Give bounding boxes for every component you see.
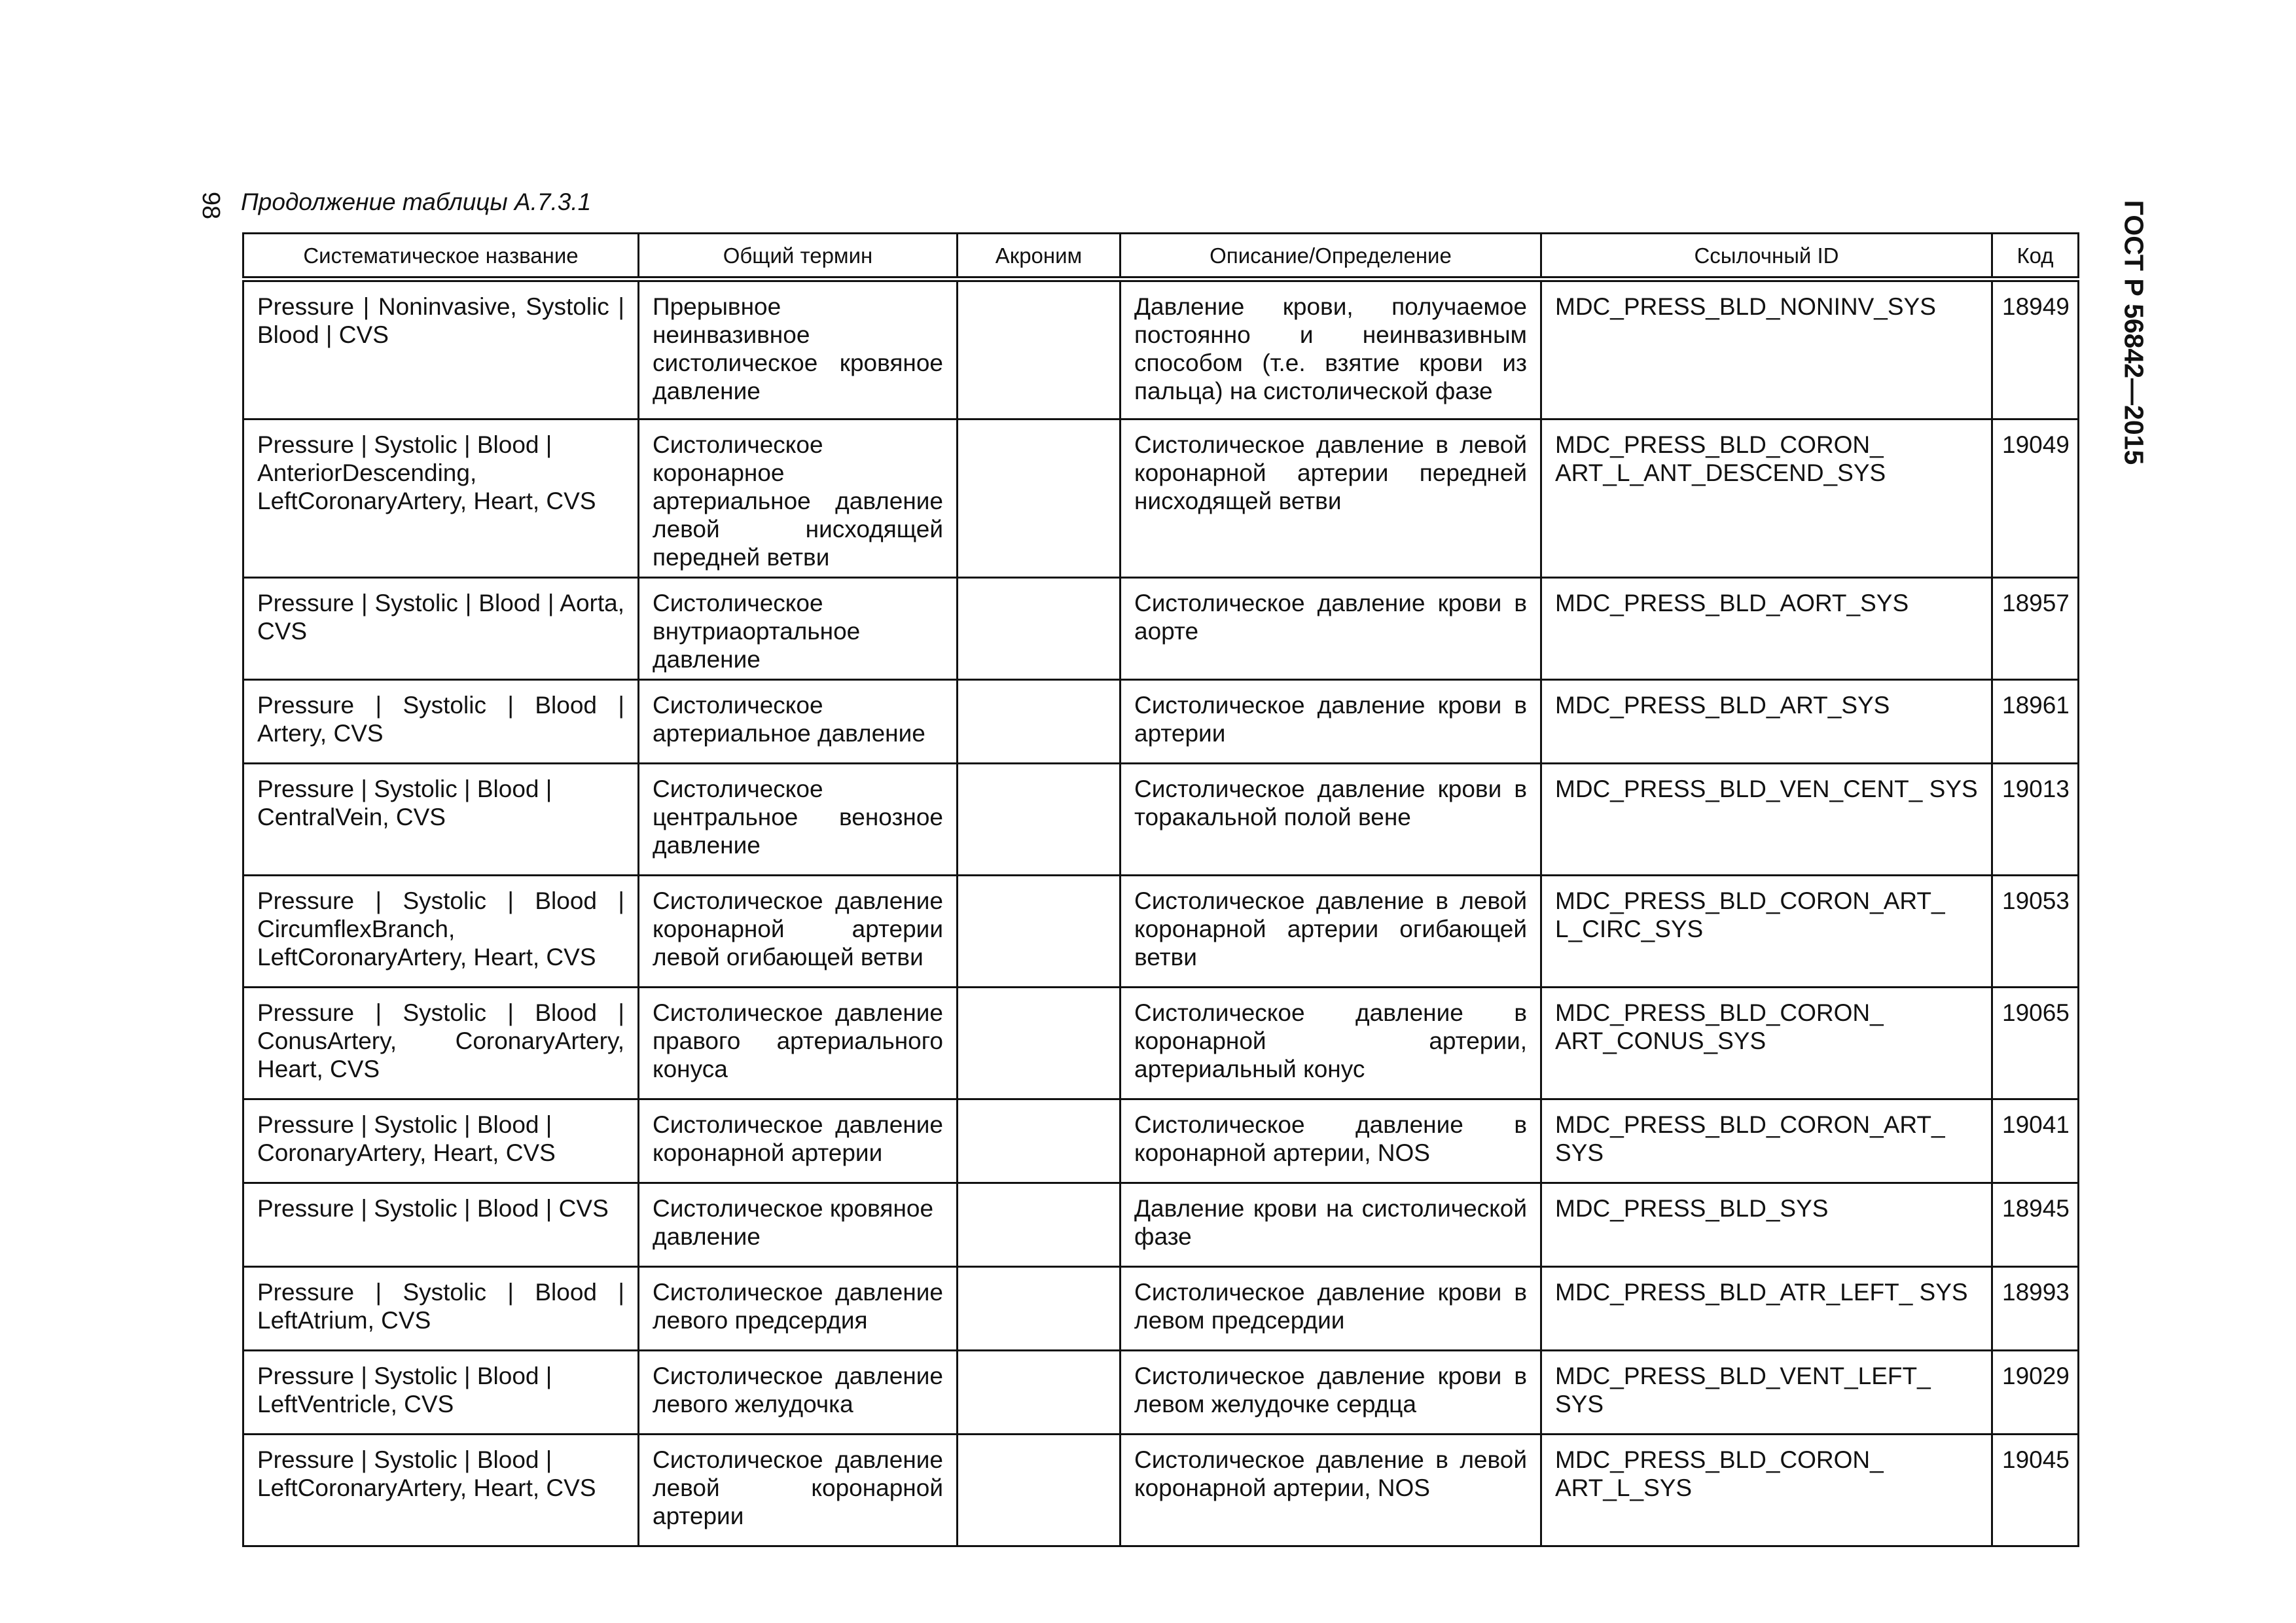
cell-acronym <box>958 279 1121 419</box>
table-caption: Продолжение таблицы А.7.3.1 <box>241 188 592 215</box>
cell-reference-id: MDC_PRESS_BLD_NONINV_SYS <box>1541 279 1992 419</box>
cell-code: 18949 <box>1992 279 2079 419</box>
table-row <box>243 1435 2079 1546</box>
cell-common-term: Систолическое кровяное давление <box>639 1183 958 1267</box>
cell-common-term: Систолическое коронарное артериальное давление левой нисходящей передней ветви <box>639 419 958 578</box>
document-code: ГОСТ Р 56842—2015 <box>2119 200 2149 465</box>
header-common-term: Общий термин <box>639 234 958 279</box>
cell-systematic-name: Pressure | Systolic | Blood | LeftAtrium, CVS <box>243 1267 639 1351</box>
cell-code: 18993 <box>1992 1267 2079 1351</box>
page-number: 98 <box>197 191 224 220</box>
cell-acronym <box>958 1435 1121 1546</box>
cell-description: Систолическое давление крови в торакальной полой вене <box>1121 764 1541 876</box>
cell-code: 18945 <box>1992 1183 2079 1267</box>
cell-acronym <box>958 1351 1121 1435</box>
cell-reference-id: MDC_PRESS_BLD_ART_SYS <box>1541 680 1992 764</box>
cell-reference-id: MDC_PRESS_BLD_CORON_ ART_CONUS_SYS <box>1541 988 1992 1099</box>
cell-code: 19049 <box>1992 419 2079 578</box>
cell-common-term: Систолическое давление коронарной артерии левой огибающей ветви <box>639 876 958 988</box>
cell-systematic-name: Pressure | Systolic | Blood | ConusArtery, CoronaryArtery, Heart, CVS <box>243 988 639 1099</box>
cell-acronym <box>958 578 1121 680</box>
cell-common-term: Систолическое давление левой коронарной артерии <box>639 1435 958 1546</box>
table-row <box>243 578 2079 680</box>
cell-systematic-name: Pressure | Systolic | Blood | Artery, CVS <box>243 680 639 764</box>
cell-common-term: Систолическое давление коронарной артерии <box>639 1099 958 1183</box>
cell-reference-id: MDC_PRESS_BLD_CORON_ ART_L_ANT_DESCEND_SYS <box>1541 419 1992 578</box>
cell-code: 18961 <box>1992 680 2079 764</box>
table-row <box>243 279 2079 419</box>
cell-common-term: Систолическое давление правого артериального конуса <box>639 988 958 1099</box>
data-table <box>242 232 2079 1547</box>
cell-description: Давление крови на систолической фазе <box>1121 1183 1541 1267</box>
cell-reference-id: MDC_PRESS_BLD_AORT_SYS <box>1541 578 1992 680</box>
cell-systematic-name: Pressure | Systolic | Blood | CentralVein, CVS <box>243 764 639 876</box>
cell-reference-id: MDC_PRESS_BLD_CORON_ART_ L_CIRC_SYS <box>1541 876 1992 988</box>
cell-code: 19041 <box>1992 1099 2079 1183</box>
cell-description: Систолическое давление крови в аорте <box>1121 578 1541 680</box>
header-code: Код <box>1992 234 2079 279</box>
cell-reference-id: MDC_PRESS_BLD_SYS <box>1541 1183 1992 1267</box>
header-systematic-name: Систематическое название <box>243 234 639 279</box>
cell-acronym <box>958 680 1121 764</box>
table-row <box>243 1099 2079 1183</box>
cell-common-term: Систолическое давление левого желудочка <box>639 1351 958 1435</box>
cell-systematic-name: Pressure | Systolic | Blood | AnteriorDescending, LeftCoronaryArtery, Heart, CVS <box>243 419 639 578</box>
cell-reference-id: MDC_PRESS_BLD_CORON_ART_ SYS <box>1541 1099 1992 1183</box>
cell-code: 19013 <box>1992 764 2079 876</box>
cell-description: Систолическое давление в левой коронарной артерии огибающей ветви <box>1121 876 1541 988</box>
header-acronym: Акроним <box>958 234 1121 279</box>
cell-acronym <box>958 1099 1121 1183</box>
cell-code: 19065 <box>1992 988 2079 1099</box>
cell-code: 19045 <box>1992 1435 2079 1546</box>
cell-code: 19029 <box>1992 1351 2079 1435</box>
cell-systematic-name: Pressure | Systolic | Blood | CVS <box>243 1183 639 1267</box>
cell-acronym <box>958 876 1121 988</box>
cell-description: Систолическое давление в левой коронарной артерии, NOS <box>1121 1435 1541 1546</box>
cell-code: 18957 <box>1992 578 2079 680</box>
cell-reference-id: MDC_PRESS_BLD_VEN_CENT_ SYS <box>1541 764 1992 876</box>
cell-description: Систолическое давление в коронарной артерии, артериальный конус <box>1121 988 1541 1099</box>
cell-systematic-name: Pressure | Systolic | Blood | Aorta, CVS <box>243 578 639 680</box>
cell-reference-id: MDC_PRESS_BLD_VENT_LEFT_ SYS <box>1541 1351 1992 1435</box>
cell-reference-id: MDC_PRESS_BLD_ATR_LEFT_ SYS <box>1541 1267 1992 1351</box>
cell-acronym <box>958 764 1121 876</box>
cell-code: 19053 <box>1992 876 2079 988</box>
table-row <box>243 876 2079 988</box>
cell-description: Систолическое давление крови в левом желудочке сердца <box>1121 1351 1541 1435</box>
header-reference-id: Ссылочный ID <box>1541 234 1992 279</box>
cell-reference-id: MDC_PRESS_BLD_CORON_ ART_L_SYS <box>1541 1435 1992 1546</box>
table-row <box>243 1183 2079 1267</box>
table-body <box>243 279 2079 1546</box>
table-header <box>243 234 2079 279</box>
cell-acronym <box>958 419 1121 578</box>
cell-systematic-name: Pressure | Systolic | Blood | CoronaryArtery, Heart, CVS <box>243 1099 639 1183</box>
table-row <box>243 680 2079 764</box>
cell-acronym <box>958 1267 1121 1351</box>
cell-systematic-name: Pressure | Systolic | Blood | LeftCoronaryArtery, Heart, CVS <box>243 1435 639 1546</box>
cell-description: Систолическое давление крови в левом предсердии <box>1121 1267 1541 1351</box>
cell-acronym <box>958 988 1121 1099</box>
cell-common-term: Прерывное неинвазивное систолическое кровяное давление <box>639 279 958 419</box>
cell-acronym <box>958 1183 1121 1267</box>
cell-common-term: Систолическое центральное венозное давление <box>639 764 958 876</box>
cell-systematic-name: Pressure | Systolic | Blood | LeftVentricle, CVS <box>243 1351 639 1435</box>
table-row <box>243 1351 2079 1435</box>
table-row <box>243 419 2079 578</box>
table-row <box>243 1267 2079 1351</box>
cell-description: Систолическое давление в коронарной артерии, NOS <box>1121 1099 1541 1183</box>
cell-description: Давление крови, получаемое постоянно и неинвазивным способом (т.е. взятие крови из пальца) на систолической фазе <box>1121 279 1541 419</box>
cell-description: Систолическое давление крови в артерии <box>1121 680 1541 764</box>
cell-systematic-name: Pressure | Systolic | Blood | CircumflexBranch, LeftCoronaryArtery, Heart, CVS <box>243 876 639 988</box>
table-row <box>243 764 2079 876</box>
cell-description: Систолическое давление в левой коронарной артерии передней нисходящей ветви <box>1121 419 1541 578</box>
cell-systematic-name: Pressure | Noninvasive, Systolic | Blood | CVS <box>243 279 639 419</box>
cell-common-term: Систолическое артериальное давление <box>639 680 958 764</box>
cell-common-term: Систолическое внутриаортальное давление <box>639 578 958 680</box>
header-row <box>243 234 2079 279</box>
cell-common-term: Систолическое давление левого предсердия <box>639 1267 958 1351</box>
header-description: Описание/Определение <box>1121 234 1541 279</box>
table-row <box>243 988 2079 1099</box>
